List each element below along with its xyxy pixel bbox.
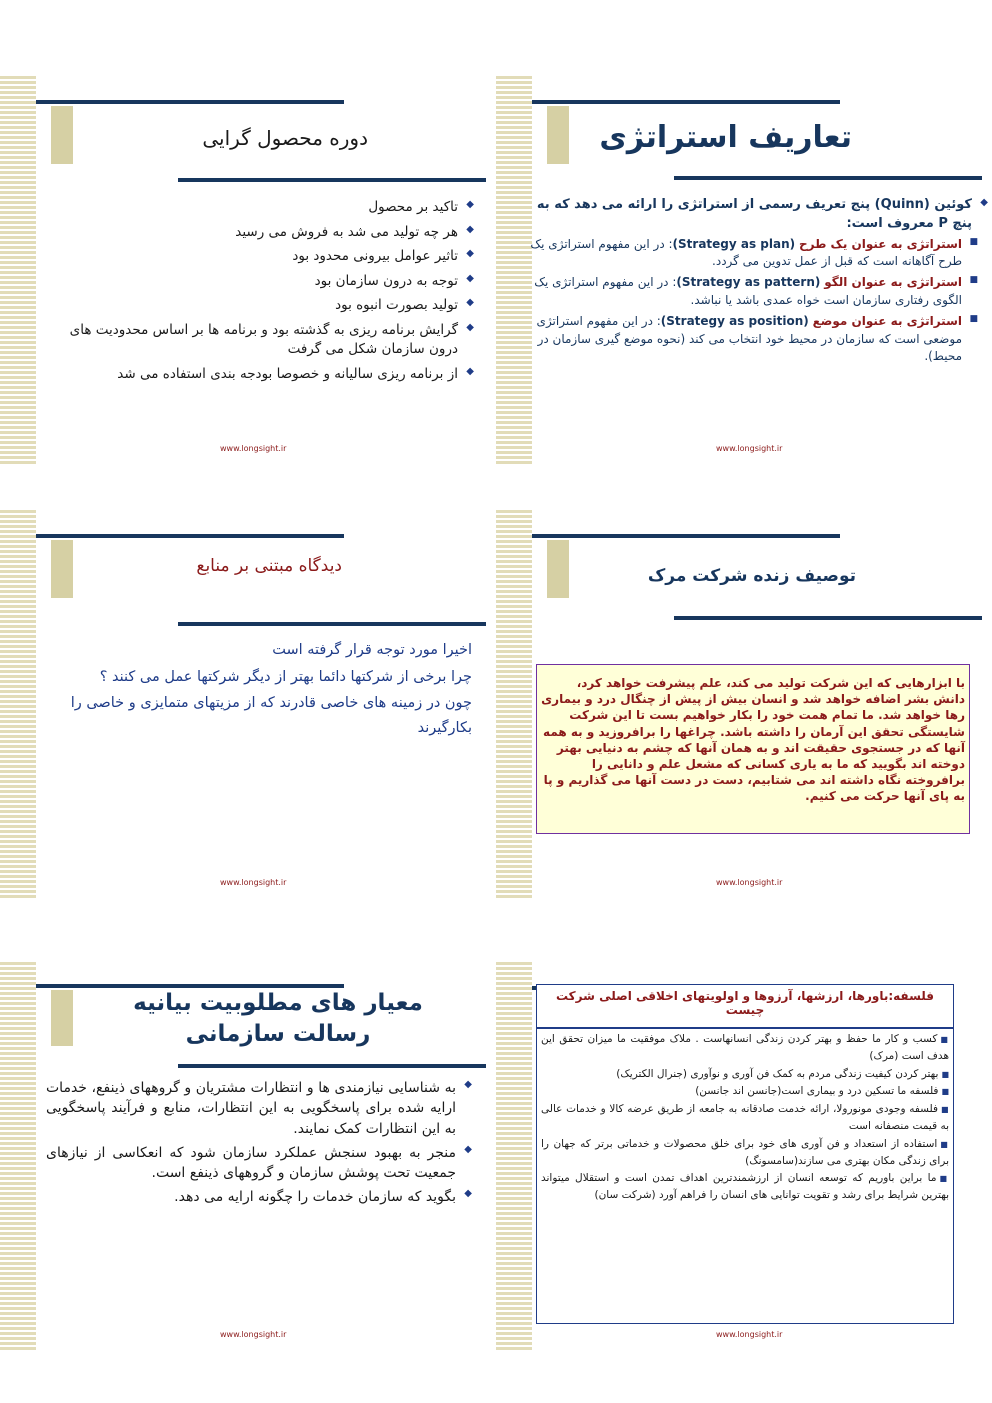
slide-footer-url: www.longsight.ir (220, 878, 287, 887)
list-item: ◆ به شناسایی نیازمندی ها و انتظارات مشتریان و گروههای ذینفع، خدمات ارایه شده برای پاسخگویی به این انتظارات، منابع و فرآیند پاسخگویی به این انتظارات کمک نمایند. (46, 1078, 472, 1139)
definition-desc: : در این مفهوم استراتژی یک طرح آگاهانه است که قبل از عمل تدوین می گردد. (530, 236, 962, 269)
slide-title: دوره محصول گرایی (202, 126, 368, 150)
slide-footer-url: www.longsight.ir (220, 444, 287, 453)
slide-title: تعاریف استراتژی (599, 120, 852, 155)
definition-english: (Strategy as position) (660, 314, 809, 329)
list-item: ◆ از برنامه ریزی سالیانه و خصوصا بودجه بندی استفاده می شد (46, 365, 474, 385)
slide-product-orientation (0, 76, 496, 466)
slide-footer-url: www.longsight.ir (220, 1330, 287, 1339)
item-text: استفاده از استعداد و فن آوری های خود برای خلق محصولات و خدماتی برتر که جهان را برای زندگی مکان بهتری می سازند(سامسونگ) (541, 1137, 949, 1167)
slide-title-rule (178, 178, 486, 182)
slide-body (46, 1078, 472, 1208)
intro-text: کوئین (Quinn) پنج تعریف رسمی از استراتژی را ارائه می دهد که به پنچ P معروف است: (536, 197, 972, 231)
philosophy-title-box: فلسفه:باورها، ارزشها، آرزوها و اولویتهای اخلاقی اصلی شرکت چیست (536, 984, 954, 1028)
definition-desc: : در این مفهوم استراتژی یک الگوی رفتاری سازمان است خواه عمدی باشد یا نباشد. (534, 275, 962, 307)
item-text: کسب و کار ما حفظ و بهتر کردن زندگی انسانهاست . ملاک موفقیت ما میزان تحقق این هدف است (مرک) (541, 1033, 949, 1062)
slide-footer-url: www.longsight.ir (716, 444, 783, 453)
list-item: ◆ توجه به درون سازمان بود (46, 272, 474, 292)
item-text: فلسفه وجودی مونورولا، ارائه خدمت صادقانه به جامعه از طریق عرضه کالا و خدمات عالی به قیمت منصفانه است (541, 1103, 949, 1132)
slide-title: دیدگاه مبتنی بر منابع (196, 556, 342, 576)
list-item (541, 1170, 949, 1204)
slide-stripes (496, 962, 532, 1352)
definition-item (518, 236, 978, 271)
list-item: ◆ هر چه تولید می شد به فروش می رسید (46, 223, 474, 243)
bullet-square-icon: ■ (941, 1087, 949, 1097)
slide-footer-url: www.longsight.ir (716, 1330, 783, 1339)
list-item: ◆ تولید بصورت انبوه بود (46, 296, 474, 316)
list-item (541, 1083, 949, 1100)
slide-strategy-definitions (496, 76, 992, 466)
list-item (541, 1031, 949, 1065)
definition-desc: : در این مفهوم استراتژی موضعی است که سازمان در محیط خود انتخاب می کند (نحوه موضع گیری سازمان در محیط). (536, 314, 962, 364)
definition-label: استراتژی به عنوان یک طرح (798, 236, 962, 251)
list-item: ◆ تاثیر عوامل بیرونی محدود بود (46, 247, 474, 267)
slide-top-rule (36, 534, 344, 538)
slide-title: معیار های مطلوبیت بیانیه رسالت سازمانی (133, 990, 423, 1048)
list-item (541, 1066, 949, 1083)
text-line: چون در زمینه های خاصی قادرند که از مزیتهای متمایزی و خاصی را بکارگیرند (70, 695, 472, 736)
bullet-square-icon: ■ (940, 1035, 949, 1044)
slide-philosophy (496, 962, 992, 1352)
slide-accent-bar (51, 106, 73, 164)
slide-stripes (496, 510, 532, 900)
slide-top-rule (532, 100, 840, 104)
slide-resource-based-view (0, 510, 496, 900)
definition-item (518, 313, 978, 365)
slide-merck-description (496, 510, 992, 900)
slide-title: توصیف زنده شرکت مرک (647, 566, 856, 586)
slide-title-rule (674, 176, 982, 180)
list-item: ◆ گرایش برنامه ریزی به گذشته بود و برنامه ها بر اساس محدودیت های درون سازمان شکل می گرفت (46, 321, 474, 360)
slide-stripes (0, 962, 36, 1352)
slide-title-rule (178, 622, 486, 626)
intro-bullet (518, 196, 988, 234)
slide-title-rule (674, 616, 982, 620)
bullet-square-icon: ■ (939, 1174, 949, 1184)
list-item: ◆ تاکید بر محصول (46, 198, 474, 218)
philosophy-list (536, 1028, 954, 1324)
slide-title-rule (178, 1064, 486, 1068)
slide-body (46, 198, 474, 385)
bullet-square-icon: ■ (940, 1139, 949, 1149)
slide-accent-bar (51, 990, 73, 1046)
definition-item (518, 274, 978, 309)
list-item: ◆ منجر به بهبود سنجش عملکرد سازمان شود که انعکاسی از نیازهای جمعیت تحت پوشش سازمان و گروههای ذینفع است. (46, 1143, 472, 1184)
list-item: ◆ بگوید که سازمان خدمات را چگونه ارایه می دهد. (46, 1187, 472, 1207)
definition-english: (Strategy as plan) (672, 236, 796, 251)
item-text: فلسفه ما تسکین درد و بیماری است(جانسن اند جانسن) (695, 1085, 939, 1098)
text-line: اخیرا مورد توجه قرار گرفته است (272, 642, 472, 658)
slide-footer-url: www.longsight.ir (716, 878, 783, 887)
slide-top-rule (36, 100, 344, 104)
text-line: چرا برخی از شرکتها دائما بهتر از دیگر شرکتها عمل می کنند ؟ (99, 668, 472, 685)
slide-accent-bar (547, 106, 569, 164)
slide-mission-criteria (0, 962, 496, 1352)
slide-top-rule (532, 534, 840, 538)
list-item (541, 1101, 949, 1135)
slide-accent-bar (547, 540, 569, 598)
item-text: ما براین باوریم که توسعه انسان از ارزشمندترین اهداف تمدن است و استقلال میتواند بهترین شرایط برای رشد و تقویت توانایی های انسان را فراهم آورد (شرکت سان) (541, 1172, 949, 1202)
definition-english: (Strategy as pattern) (676, 275, 821, 290)
list-item (541, 1136, 949, 1170)
slide-stripes (0, 76, 36, 466)
slide-body (40, 638, 472, 741)
slide-stripes (0, 510, 36, 900)
definition-label: استراتژی به عنوان الگو (824, 275, 962, 290)
slide-body (518, 196, 988, 365)
item-text: بهتر کردن کیفیت زندگی مردم به کمک فن آوری و نوآوری (جنرال الکتریک) (616, 1067, 939, 1080)
definition-label: استراتژی به عنوان موضع (812, 314, 962, 329)
slide-accent-bar (51, 540, 73, 598)
merck-quote-box: با ابزارهایی که این شرکت تولید می کند، علم پیشرفت خواهد کرد، دانش بشر اضافه خواهد شد و انسان بیش از پیش از چنگال درد و بیماری رها خواهد شد. ما تمام همت خود را بکار خواهیم بست تا این شرکت شایستگی تحقق این آرمان را داشته باشد. چراغها را برافروزید و به همه آنها که در جستجوی حقیقت اند و به همان آنها که چشم به دنیایی بهتر دوخته اند بگویید که ما به یاری کسانی که مشعل علم و دانایی را برافروخته نگاه داشته اند می شتابیم، دست در دست آنها می گذاریم و پا به پای آنها حرکت می کنیم. (536, 664, 970, 834)
bullet-square-icon: ■ (941, 1105, 949, 1115)
bullet-square-icon: ■ (941, 1069, 949, 1079)
